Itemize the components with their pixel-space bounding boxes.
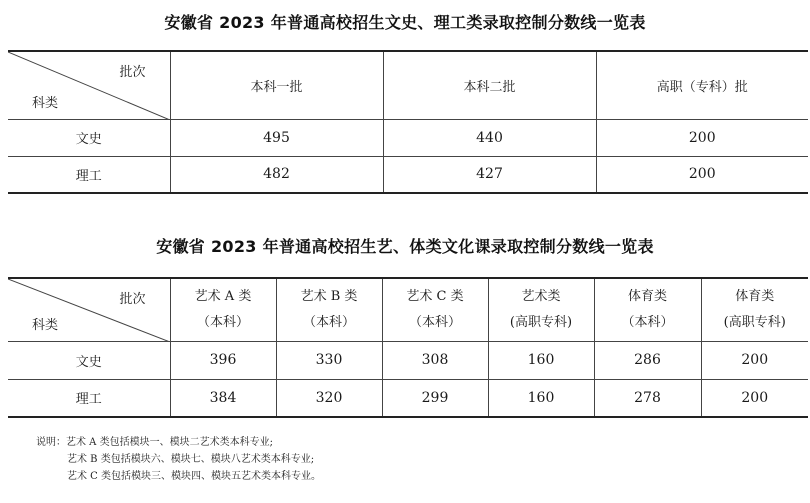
header-line1: 艺术 B 类 xyxy=(300,288,358,304)
row-label: 文史 xyxy=(8,119,170,156)
table2-title: 安徽省 2023 年普通高校招生艺、体类文化课录取控制分数线一览表 xyxy=(156,237,654,256)
corner-header-cell xyxy=(8,51,170,119)
score-cell: 495 xyxy=(170,119,383,156)
score-cell: 308 xyxy=(382,341,488,379)
header-line2: (高职专科) xyxy=(509,314,573,330)
category-label: 科类 xyxy=(32,95,59,111)
column-header: 高职（专科）批 xyxy=(596,51,808,119)
table-row xyxy=(8,156,808,193)
notes-section xyxy=(36,434,321,485)
corner-header-cell xyxy=(8,278,170,341)
score-cell: 160 xyxy=(488,379,594,417)
column-header xyxy=(170,278,276,341)
header-line2: （本科） xyxy=(621,314,674,330)
score-cell: 299 xyxy=(382,379,488,417)
column-header: 本科一批 xyxy=(170,51,383,119)
score-cell: 330 xyxy=(276,341,382,379)
table-row xyxy=(8,119,808,156)
column-header xyxy=(276,278,382,341)
note-line: 艺术 C 类包括模块三、模块四、模块五艺术类本科专业。 xyxy=(67,471,322,482)
art-sports-score-table xyxy=(8,277,808,418)
score-cell: 200 xyxy=(701,341,808,379)
score-cell: 482 xyxy=(170,156,383,193)
batch-label: 批次 xyxy=(119,292,146,307)
arts-science-score-table xyxy=(8,50,808,194)
header-line2: （本科） xyxy=(408,314,461,330)
row-label: 理工 xyxy=(8,156,170,193)
score-cell: 200 xyxy=(596,156,808,193)
row-label: 文史 xyxy=(8,341,170,379)
column-header: 本科二批 xyxy=(383,51,596,119)
table-row xyxy=(8,379,808,417)
table1-title: 安徽省 2023 年普通高校招生文史、理工类录取控制分数线一览表 xyxy=(164,13,646,32)
column-header xyxy=(594,278,701,341)
score-cell: 286 xyxy=(594,341,701,379)
note-line: 说明：艺术 A 类包括模块一、模块二艺术类本科专业; xyxy=(36,437,273,448)
table-row xyxy=(8,341,808,379)
header-line1: 艺术 C 类 xyxy=(406,288,464,304)
header-line1: 体育类 xyxy=(735,288,775,304)
score-cell: 440 xyxy=(383,119,596,156)
score-cell: 396 xyxy=(170,341,276,379)
score-cell: 200 xyxy=(596,119,808,156)
header-line1: 艺术类 xyxy=(521,288,561,304)
header-line1: 艺术 A 类 xyxy=(194,288,252,304)
row-label: 理工 xyxy=(8,379,170,417)
header-line1: 体育类 xyxy=(627,288,667,304)
score-cell: 160 xyxy=(488,341,594,379)
header-line2: （本科） xyxy=(302,314,355,330)
column-header xyxy=(382,278,488,341)
score-cell: 384 xyxy=(170,379,276,417)
score-cell: 278 xyxy=(594,379,701,417)
score-cell: 427 xyxy=(383,156,596,193)
batch-label: 批次 xyxy=(119,65,146,80)
column-header xyxy=(488,278,594,341)
score-cell: 200 xyxy=(701,379,808,417)
score-cell: 320 xyxy=(276,379,382,417)
category-label: 科类 xyxy=(32,317,59,333)
header-line2: (高职专科) xyxy=(723,314,786,330)
note-line: 艺术 B 类包括模块六、模块七、模块八艺术类本科专业; xyxy=(67,454,315,465)
column-header xyxy=(701,278,808,341)
header-line2: （本科） xyxy=(196,314,249,330)
